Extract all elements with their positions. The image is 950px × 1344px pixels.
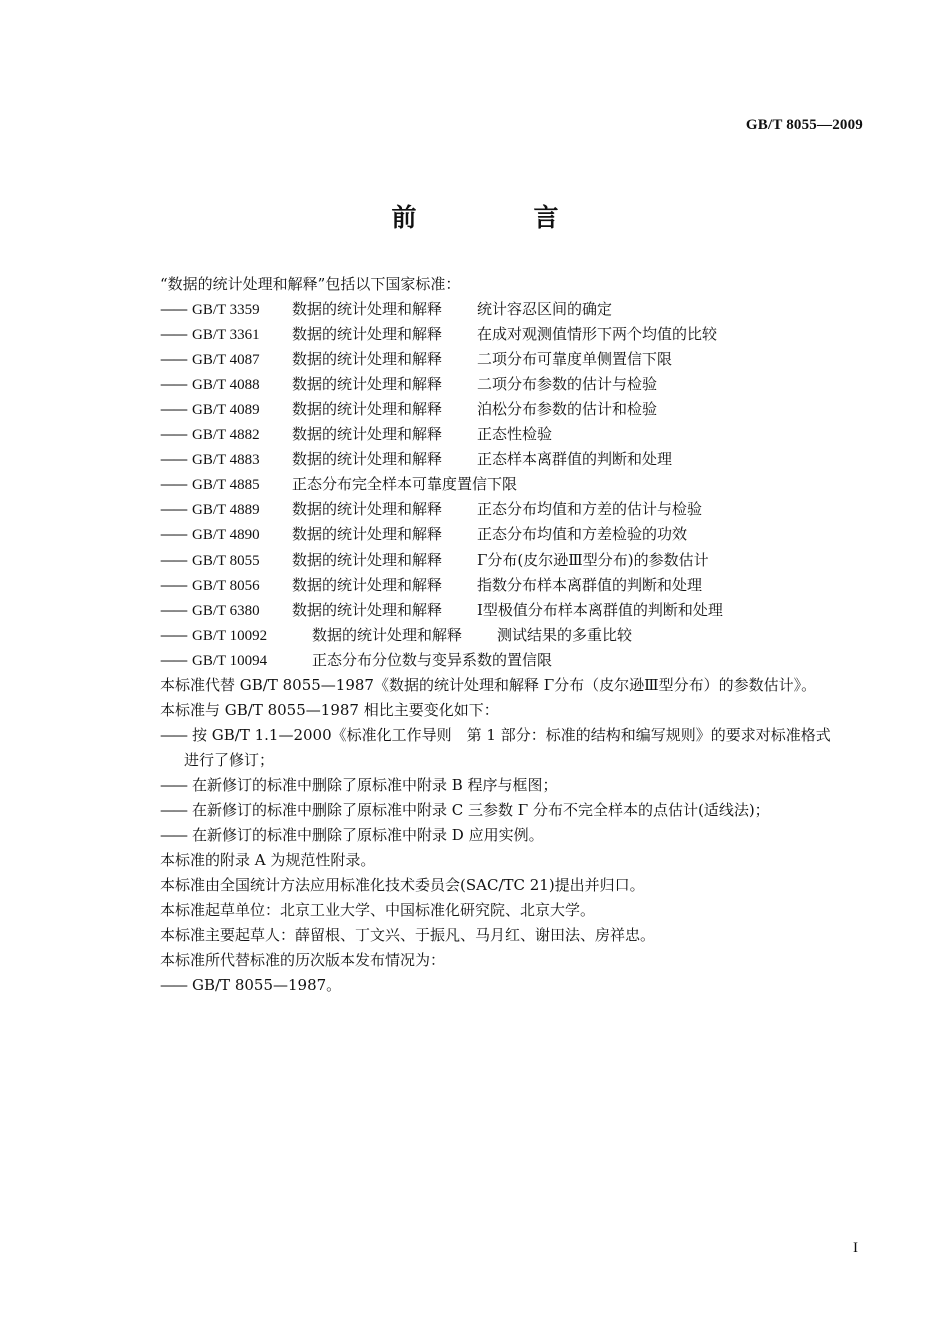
standard-code: GB/T 3361 [192,327,260,344]
standard-series: 数据的统计处理和解释 [292,375,443,394]
standard-code: GB/T 4882 [192,427,260,444]
standard-name: 测试结果的多重比较 [497,625,633,644]
proposed-statement: 本标准由全国统计方法应用标准化技术委员会(SAC/TC 21)提出并归口。 [160,876,645,895]
changes-intro: 本标准与 GB/T 8055—1987 相比主要变化如下： [160,700,499,719]
standard-item [160,623,870,648]
standard-name: 泊松分布参数的估计和检验 [477,400,658,419]
page-title: 前 言 [391,203,605,232]
standard-name: 二项分布参数的估计与检验 [477,375,658,394]
dash: —— [160,475,186,494]
standards-list [160,297,870,673]
standard-series: 数据的统计处理和解释 [292,300,443,319]
change-text: 按 GB/T 1.1—2000《标准化工作导则 第 1 部分：标准的结构和编写规则》的要求对标准格式 [192,725,831,744]
change-text: 在新修订的标准中删除了原标准中附录 B 程序与框图； [192,775,558,794]
standard-name: 正态性检验 [477,425,553,444]
dash: —— [160,450,186,469]
standard-series: 数据的统计处理和解释 [292,325,443,344]
dash: —— [160,550,186,569]
history-text: GB/T 8055—1987。 [192,976,342,995]
standard-item [160,573,870,598]
standard-code: GB/T 8055 [192,552,260,569]
standard-item [160,522,870,547]
standard-item [160,322,870,347]
drafting-units: 本标准起草单位：北京工业大学、中国标准化研究院、北京大学。 [160,901,596,920]
standard-name: 统计容忍区间的确定 [477,300,613,319]
standard-item [160,397,870,422]
standard-code-header: GB/T 8055—2009 [745,117,863,133]
standard-code: GB/T 6380 [192,602,260,619]
dash: —— [160,600,186,619]
standard-series: 数据的统计处理和解释 [292,600,443,619]
standard-item [160,422,870,447]
standard-code: GB/T 8056 [192,577,260,594]
dash: —— [160,325,186,344]
dash: —— [160,976,186,995]
change-item [160,798,870,823]
standard-item [160,447,870,472]
change-item [160,723,870,748]
standard-code: GB/T 4885 [192,477,260,494]
replaces-statement: 本标准代替 GB/T 8055—1987《数据的统计处理和解释 Γ分布（皮尔逊Ⅲ型分布）的参数估计》。 [160,675,817,694]
standard-name: 正态分布完全样本可靠度置信下限 [292,475,518,494]
changes-list [160,723,870,848]
change-text: 在新修订的标准中删除了原标准中附录 D 应用实例。 [192,826,544,845]
standard-name: 二项分布可靠度单侧置信下限 [477,350,673,369]
standard-code: GB/T 10092 [192,627,268,644]
page-number: I [853,1240,858,1256]
standard-name: 正态分布均值和方差检验的功效 [477,525,688,544]
standard-name: Γ分布(皮尔逊Ⅲ型分布)的参数估计 [477,550,709,569]
standard-item [160,297,870,322]
standard-item [160,648,870,673]
dash: —— [160,425,186,444]
standard-item [160,497,870,522]
change-text: 在新修订的标准中删除了原标准中附录 C 三参数 Γ 分布不完全样本的点估计(适线法)； [192,800,770,819]
dash: —— [160,400,186,419]
dash: —— [160,525,186,544]
standard-code: GB/T 4883 [192,452,260,469]
standard-series: 数据的统计处理和解释 [292,450,443,469]
standard-item [160,472,870,497]
change-item [160,823,870,848]
standard-series: 数据的统计处理和解释 [312,625,463,644]
history-intro: 本标准所代替标准的历次版本发布情况为： [160,951,446,970]
standard-series: 数据的统计处理和解释 [292,525,443,544]
dash: —— [160,800,186,819]
standard-item [160,347,870,372]
standard-code: GB/T 4087 [192,352,260,369]
preface-body [160,272,870,998]
standard-series: 数据的统计处理和解释 [292,575,443,594]
dash: —— [160,650,186,669]
standard-series: 数据的统计处理和解释 [292,400,443,419]
standard-code: GB/T 4089 [192,402,260,419]
standard-code: GB/T 4890 [192,527,260,544]
dash: —— [160,375,186,394]
intro-line: “数据的统计处理和解释”包括以下国家标准： [160,275,461,293]
standard-series: 数据的统计处理和解释 [292,350,443,369]
standard-item [160,598,870,623]
change-item-continuation: 进行了修订； [184,750,275,769]
dash: —— [160,826,186,845]
dash: —— [160,575,186,594]
dash: —— [160,775,186,794]
standard-series: 数据的统计处理和解释 [292,550,443,569]
standard-name: 正态分布分位数与变异系数的置信限 [312,650,553,669]
standard-code: GB/T 4889 [192,502,260,519]
standard-item [160,372,870,397]
standard-series: 数据的统计处理和解释 [292,425,443,444]
dash: —— [160,350,186,369]
dash: —— [160,625,186,644]
standard-name: 在成对观测值情形下两个均值的比较 [477,325,718,344]
standard-series: 数据的统计处理和解释 [292,500,443,519]
change-item [160,773,870,798]
standard-code: GB/T 3359 [192,302,260,319]
annex-statement: 本标准的附录 A 为规范性附录。 [160,851,376,870]
dash: —— [160,300,186,319]
drafters: 本标准主要起草人：薛留根、丁文兴、于振凡、马月红、谢田法、房祥忠。 [160,926,656,945]
dash: —— [160,500,186,519]
dash: —— [160,725,186,744]
standard-item [160,548,870,573]
standard-name: 指数分布样本离群值的判断和处理 [477,575,703,594]
standard-name: Ⅰ型极值分布样本离群值的判断和处理 [477,600,723,619]
standard-code: GB/T 10094 [192,652,268,669]
history-item [160,973,870,998]
standard-name: 正态分布均值和方差的估计与检验 [477,500,703,519]
standard-code: GB/T 4088 [192,377,260,394]
standard-name: 正态样本离群值的判断和处理 [477,450,673,469]
